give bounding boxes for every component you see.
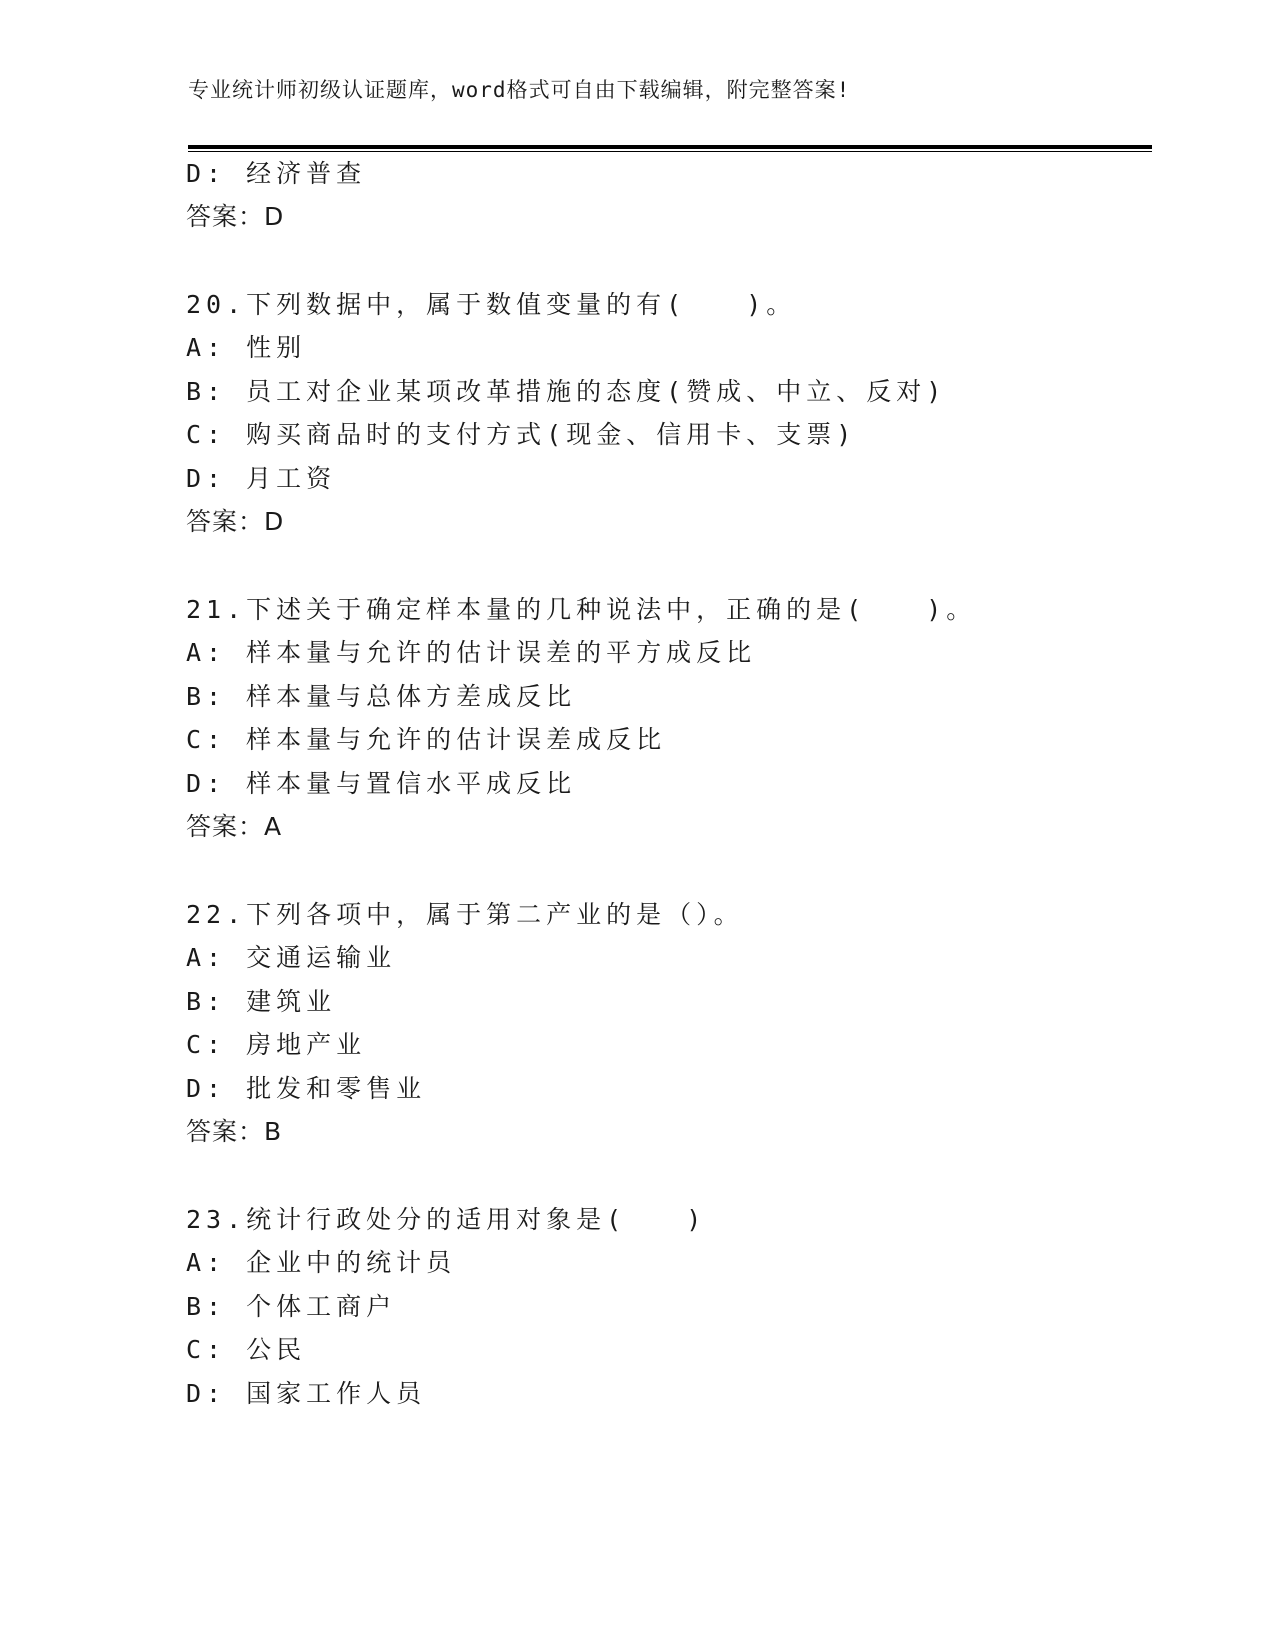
- question-stem: 20.下列数据中，属于数值变量的有( )。: [186, 290, 797, 319]
- answer-line: 答案：D: [186, 507, 285, 536]
- answer-line: 答案：A: [186, 812, 283, 841]
- option-line: D: 经济普查: [186, 159, 367, 188]
- option-line: A: 企业中的统计员: [186, 1248, 457, 1277]
- option-line: C: 公民: [186, 1335, 307, 1364]
- option-line: A: 交通运输业: [186, 943, 397, 972]
- question-stem: 22.下列各项中，属于第二产业的是（）。: [186, 900, 744, 929]
- option-line: D: 国家工作人员: [186, 1379, 427, 1408]
- option-line: D: 批发和零售业: [186, 1074, 427, 1103]
- option-line: B: 个体工商户: [186, 1292, 397, 1321]
- option-line: C: 购买商品时的支付方式(现金、信用卡、支票): [186, 420, 857, 449]
- page-header-text: 专业统计师初级认证题库，word格式可自由下载编辑，附完整答案!: [188, 78, 851, 102]
- question-stem: 23.统计行政处分的适用对象是( ): [186, 1205, 707, 1234]
- answer-line: 答案：D: [186, 202, 285, 231]
- option-line: B: 员工对企业某项改革措施的态度(赞成、中立、反对): [186, 377, 947, 406]
- option-line: A: 性别: [186, 333, 307, 362]
- question-stem: 21.下述关于确定样本量的几种说法中，正确的是( )。: [186, 595, 977, 624]
- answer-line: 答案：B: [186, 1117, 283, 1146]
- option-line: D: 样本量与置信水平成反比: [186, 769, 577, 798]
- header-divider-thick: [188, 145, 1152, 149]
- option-line: C: 房地产业: [186, 1030, 367, 1059]
- option-line: A: 样本量与允许的估计误差的平方成反比: [186, 638, 757, 667]
- header-divider-thin: [188, 151, 1152, 152]
- option-line: C: 样本量与允许的估计误差成反比: [186, 725, 667, 754]
- option-line: D: 月工资: [186, 464, 337, 493]
- option-line: B: 建筑业: [186, 987, 337, 1016]
- option-line: B: 样本量与总体方差成反比: [186, 682, 577, 711]
